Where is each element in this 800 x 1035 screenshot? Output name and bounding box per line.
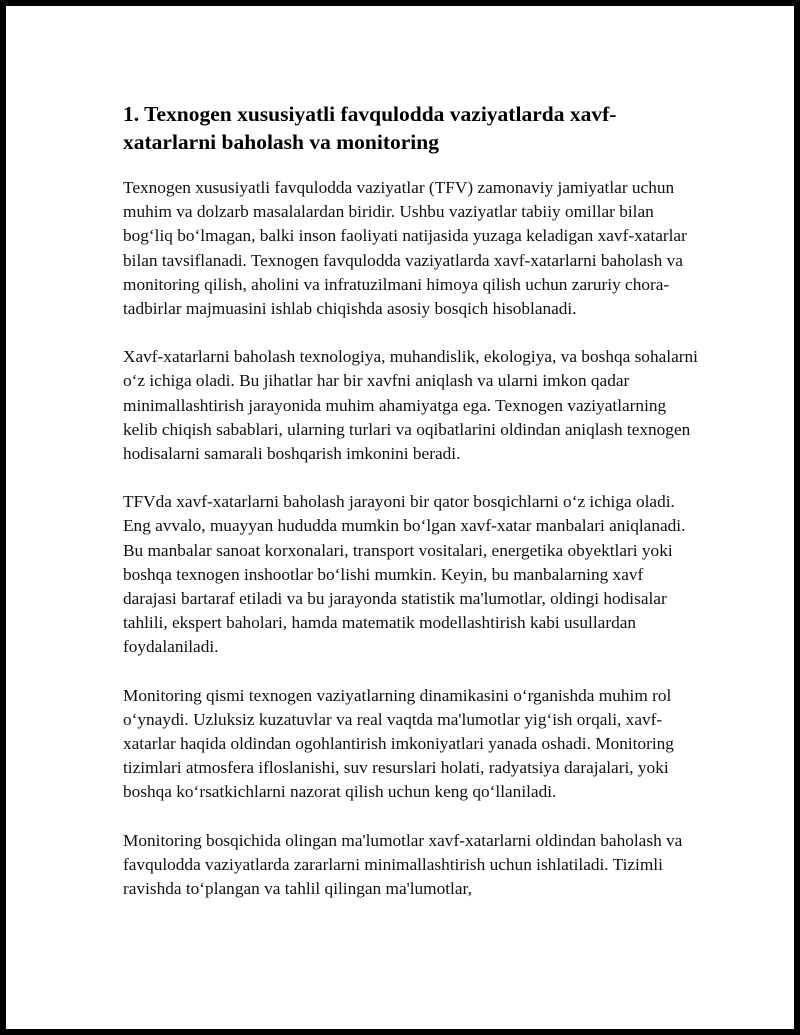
document-body	[123, 100, 698, 925]
section-title: 1. Texnogen xususiyatli favqulodda vaziyatlarda xavf-xatarlarni baholash va monitoring	[123, 102, 617, 154]
paragraph-2: Xavf-xatarlarni baholash texnologiya, muhandislik, ekologiya, va boshqa sohalarni o‘z ichiga oladi. Bu jihatlar har bir xavfni aniqlash va ularni imkon qadar minimallashtirish jarayonida muhim ahamiyatga ega. Texnogen vaziyatlarning kelib chiqish sabablari, ularning turlari va oqibatlarini oldindan aniqlash texnogen hodisalarni samarali boshqarish imkonini beradi.	[123, 347, 698, 464]
paragraph-5: Monitoring bosqichida olingan ma'lumotlar xavf-xatarlarni oldindan baholash va favqulodda vaziyatlarda zararlarni minimallashtirish uchun ishlatiladi. Tizimli ravishda to‘plangan va tahlil qilingan ma'lumotlar,	[123, 830, 683, 899]
paragraph-3: TFVda xavf-xatarlarni baholash jarayoni bir qator bosqichlarni o‘z ichiga oladi. Eng avvalo, muayyan hududda mumkin bo‘lgan xavf-xatar manbalari aniqlanadi. Bu manbalar sanoat korxonalari, transport vositalari, energetika obyektlari yoki boshqa texnogen inshootlar bo‘lishi mumkin. Keyin, bu manbalarning xavf darajasi bartaraf etiladi va bu jarayonda statistik ma'lumotlar, oldingi hodisalar tahlili, ekspert baholari, hamda matematik modellashtirish kabi usullardan foydalaniladi.	[123, 492, 686, 657]
paragraph-1: Texnogen xususiyatli favqulodda vaziyatlar (TFV) zamonaviy jamiyatlar uchun muhim va dolzarb masalalardan biridir. Ushbu vaziyatlar tabiiy omillar bilan bog‘liq bo‘lmagan, balki inson faoliyati natijasida yuzaga keladigan xavf-xatarlar bilan tavsiflanadi. Texnogen favqulodda vaziyatlarda xavf-xatarlarni baholash va monitoring qilish, aholini va infratuzilmani himoya qilish uchun zaruriy chora-tadbirlar majmuasini ishlab chiqishda asosiy bosqich hisoblanadi.	[123, 178, 687, 319]
paragraph-4: Monitoring qismi texnogen vaziyatlarning dinamikasini o‘rganishda muhim rol o‘ynaydi. Uzluksiz kuzatuvlar va real vaqtda ma'lumotlar yig‘ish orqali, xavf-xatarlar haqida oldindan ogohlantirish imkoniyatlari yanada oshadi. Monitoring tizimlari atmosfera ifloslanishi, suv resurslari holati, radyatsiya darajalari, yoki boshqa ko‘rsatkichlarni nazorat qilish uchun keng qo‘llaniladi.	[123, 685, 674, 802]
